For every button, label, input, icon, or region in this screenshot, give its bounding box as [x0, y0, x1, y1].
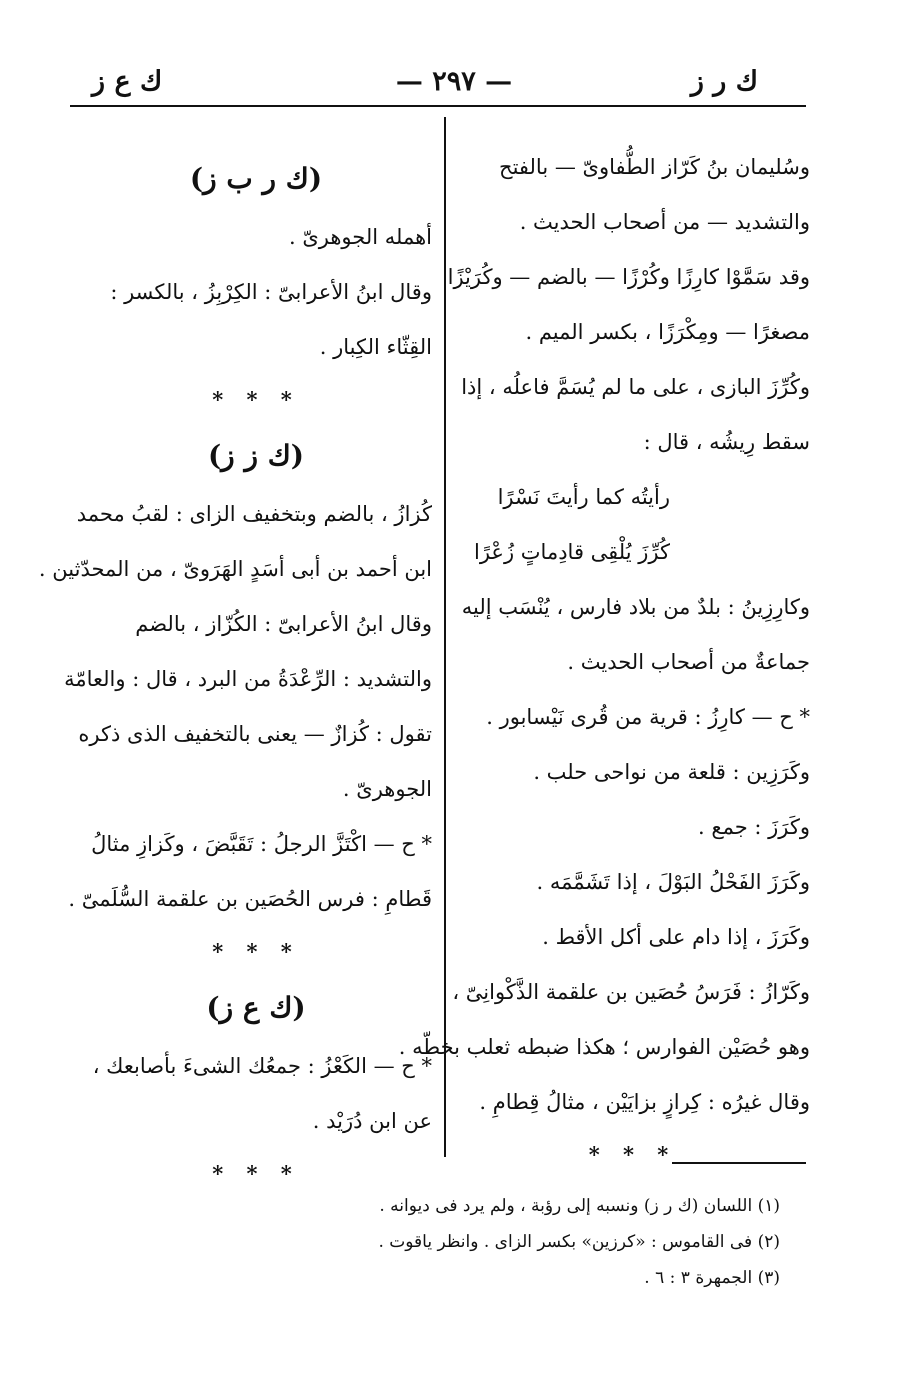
entry-heading: (ك ز ز) — [207, 439, 305, 472]
page-number: — ٢٩٧ — — [395, 66, 513, 97]
text-line: قَطامِ : فرس الحُصَين بن علقمة السُّلَمىّ . — [68, 887, 432, 911]
text-line: وكَرَزِين : قلعة من نواحى حلب . — [533, 760, 810, 784]
text-line: * ح — اكْتَزَّ الرجلُ : تَقَبَّضَ ، وكَزازِ مثالُ — [91, 832, 432, 856]
text-line: وكارِزِينُ : بلدٌ من بلاد فارس ، يُنْسَب إليه — [461, 595, 810, 619]
header-root-right: ك ر ز — [690, 66, 758, 97]
text-line: مصغرًا — ومِكْرَزًا ، بكسر الميم . — [525, 320, 810, 344]
text-line: كُزازُ ، بالضم وبتخفيف الزاى : لقبُ محمد — [76, 502, 432, 526]
text-line: تقول : كُزازٌ — يعنى بالتخفيف الذى ذكره — [78, 722, 432, 746]
text-line: * ح — كارِزُ : قرية من قُرى نَيْسابور . — [486, 705, 810, 729]
footnote-rule — [672, 1162, 806, 1164]
text-line: ابن أحمد بن أبى أسَدٍ الهَرَوىّ ، من المحدّثين . — [38, 557, 432, 581]
section-separator: * * * — [212, 387, 300, 412]
text-line: وكَرَزَ ، إذا دام على أكل الأقط . — [542, 925, 810, 949]
text-line: وهو حُصَيْن الفوارس ؛ هكذا ضبطه ثعلب بخطّه . — [398, 1035, 810, 1059]
footnote: (١) اللسان (ك ر ز) ونسبه إلى رؤبة ، ولم يرد فى ديوانه . — [379, 1196, 780, 1216]
text-line: وكُرِّزَ البازى ، على ما لم يُسَمَّ فاعلُه ، إذا — [461, 375, 810, 399]
footnotes — [380, 1188, 780, 1296]
text-line: وقد سَمَّوْا كارِزًا وكُرْزًا — بالضم — وكُرَيْزًا — [447, 265, 810, 289]
text-line: وكَرَزَ الفَحْلُ البَوْلَ ، إذا تَشَمَّمَه . — [536, 870, 810, 894]
poem-verse: كُرِّزَ يُلْقِى قادِماتٍ زُعْرًا — [474, 540, 670, 564]
section-separator: * * * — [212, 1161, 300, 1186]
text-line: أهمله الجوهرىّ . — [288, 225, 432, 249]
column-divider — [444, 117, 446, 1157]
header-root-left: ك ع ز — [92, 66, 163, 97]
text-line: وقال ابنُ الأعرابىّ : الكِرْبِزُ ، بالكسر : — [110, 280, 432, 304]
text-line: وكَرَزَ : جمع . — [698, 815, 810, 839]
entry-heading: (ك ع ز) — [206, 991, 306, 1024]
text-line: الجوهرىّ . — [342, 777, 432, 801]
right-column — [398, 140, 810, 1180]
header-rule — [70, 105, 806, 107]
section-separator: * * * — [212, 939, 300, 964]
text-line: سقط رِيشُه ، قال : — [643, 430, 810, 454]
text-line: وقال غيرُه : كِرازٍ بزايَيْن ، مثالُ قِطامِ . — [479, 1090, 810, 1114]
left-column — [38, 148, 432, 1199]
text-line: وسُليمان بنُ كَرّاز الطُّفاوىّ — بالفتح — [499, 155, 810, 179]
footnote: (٣) الجمهرة ٣ : ٦ . — [644, 1268, 780, 1288]
text-line: القِثّاء الكِبار . — [319, 335, 432, 359]
section-separator: * * * — [588, 1142, 677, 1167]
text-line: * ح — الكَعْزُ : جمعُك الشىءَ بأصابعك ، — [92, 1054, 432, 1078]
text-line: عن ابن دُرَيْد . — [312, 1109, 432, 1133]
text-line: وكَرّازُ : فَرَسُ حُصَين بن علقمة الذَّكْوانِىّ ، — [452, 980, 810, 1004]
text-line: والتشديد : الرِّعْدَةُ من البرد ، قال : والعامّة — [64, 667, 432, 691]
text-line: جماعةٌ من أصحاب الحديث . — [567, 650, 810, 674]
poem-verse: رأيتُه كما رأيتَ نَسْرًا — [497, 485, 670, 509]
footnote: (٢) فى القاموس : «كرزين» بكسر الزاى . وانظر ياقوت . — [378, 1232, 780, 1252]
text-line: وقال ابنُ الأعرابىّ : الكُزّاز ، بالضم — [135, 612, 432, 636]
entry-heading: (ك ر ب ز) — [189, 162, 323, 195]
text-line: والتشديد — من أصحاب الحديث . — [519, 210, 810, 234]
